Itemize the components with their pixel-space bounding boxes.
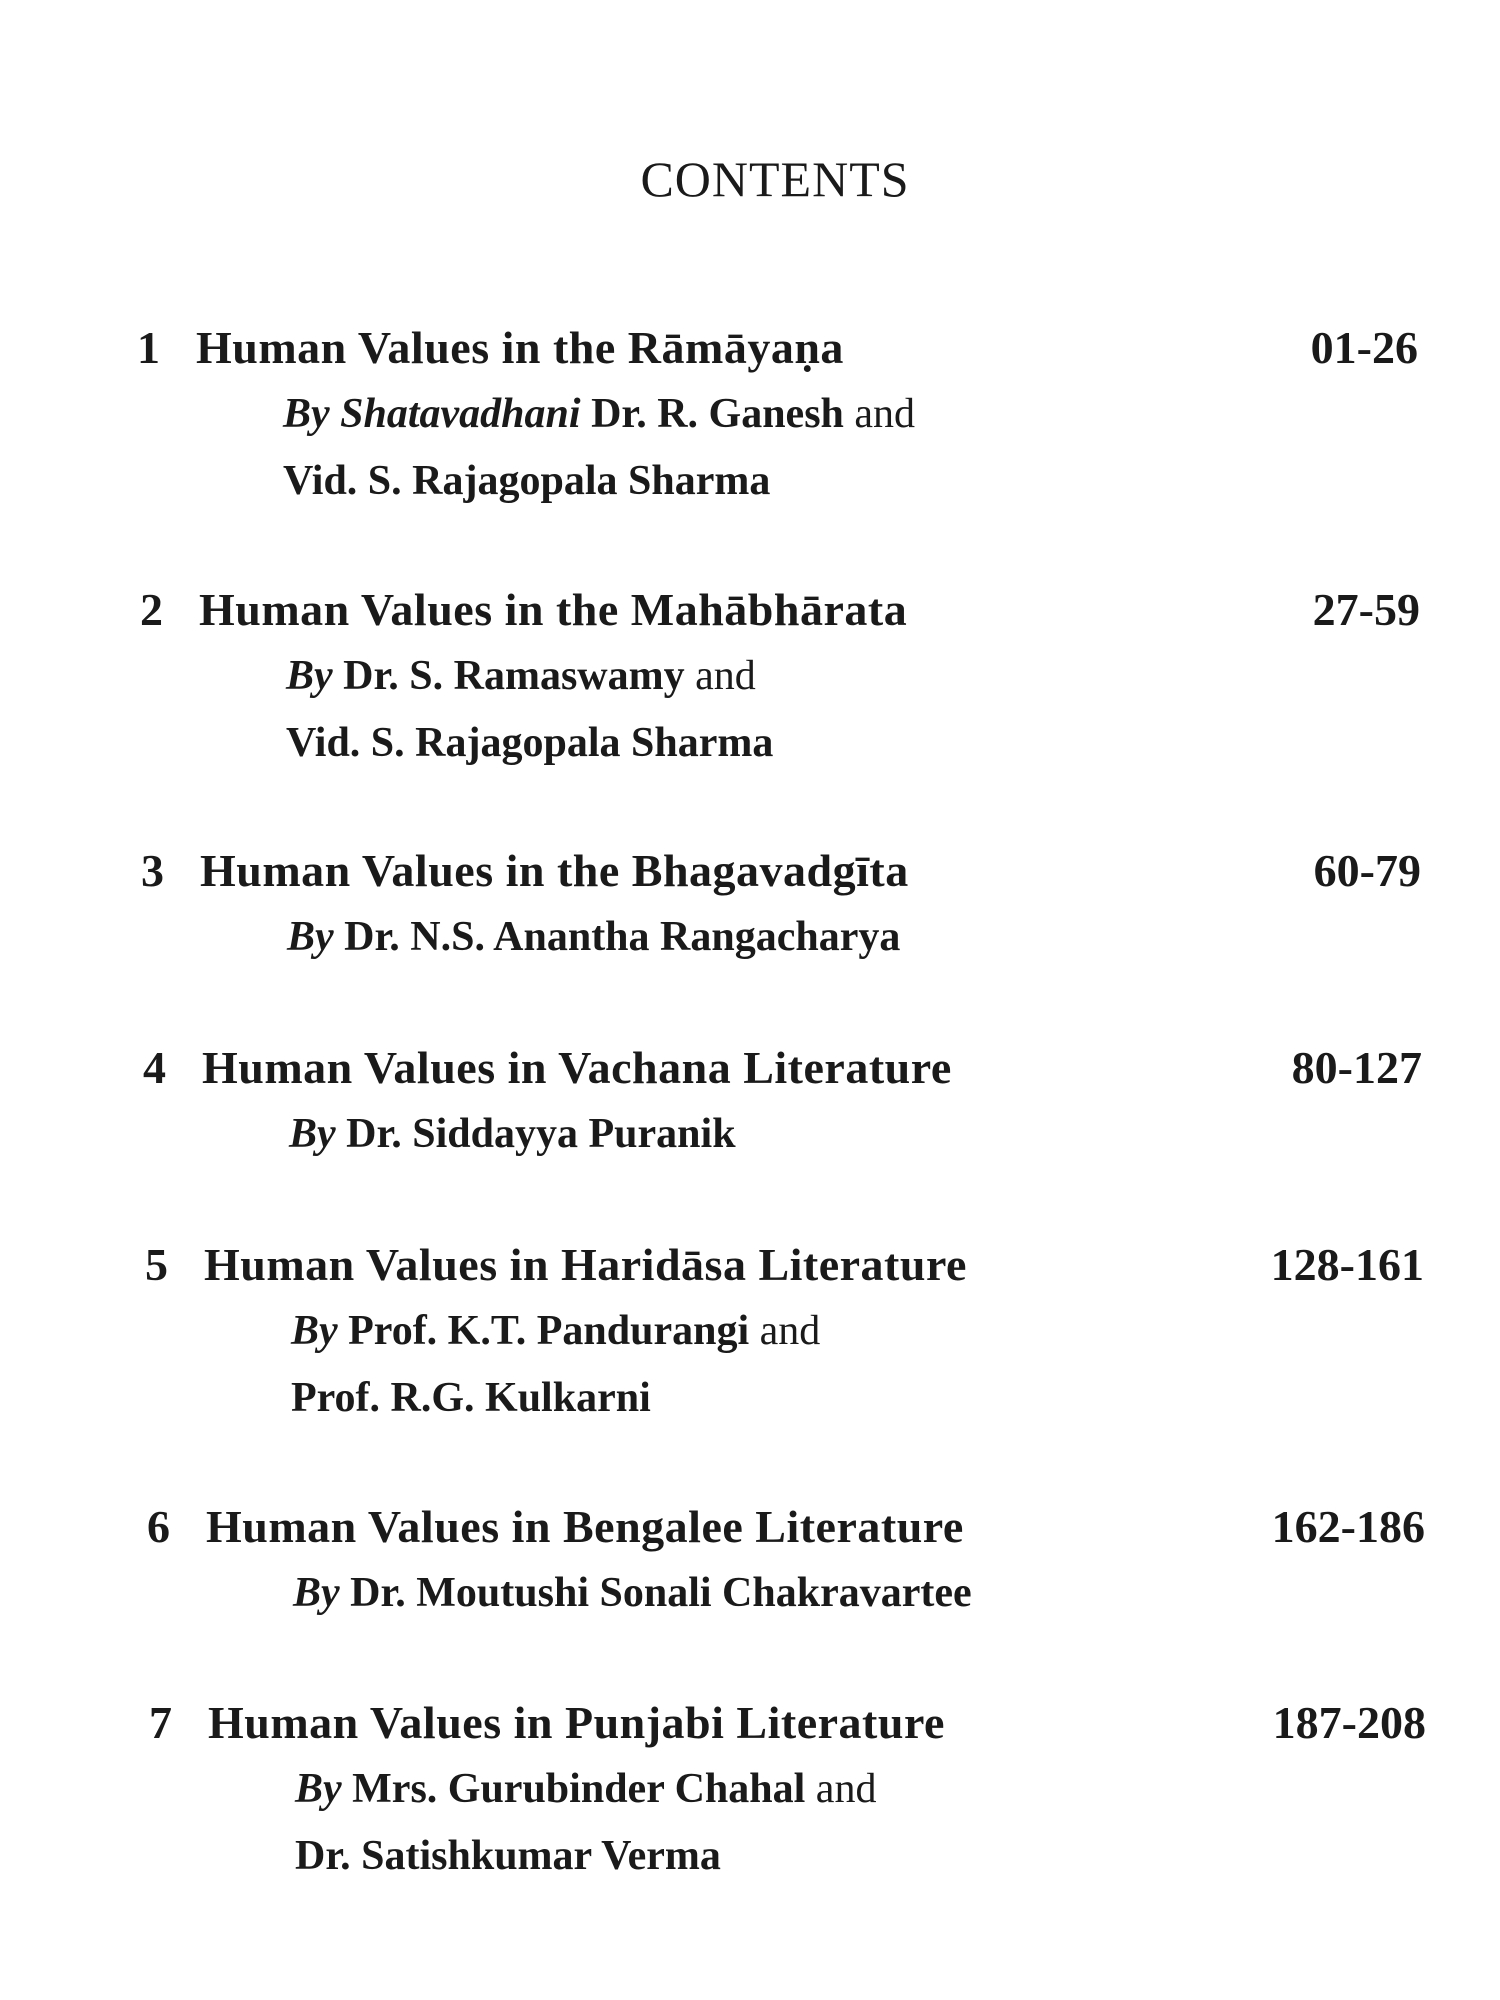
entry-author-line — [286, 722, 773, 764]
author-by: By — [287, 914, 334, 960]
entry-pages: 187-208 — [1272, 1697, 1426, 1748]
entry-pages: 60-79 — [1313, 845, 1421, 896]
author-name: Vid. S. Rajagopala Sharma — [283, 458, 771, 504]
entry-author-line — [295, 1768, 876, 1810]
entry-title: Human Values in the Bhagavadgīta — [200, 845, 909, 896]
author-conjunction: and — [695, 653, 756, 699]
entry-author-line — [293, 1572, 972, 1614]
author-name: Vid. S. Rajagopala Sharma — [286, 720, 774, 766]
entry-pages: 162-186 — [1271, 1501, 1425, 1552]
author-name: Dr. Siddayya Puranik — [346, 1111, 736, 1157]
author-by: By — [293, 1570, 340, 1616]
entry-author-line — [291, 1377, 651, 1419]
entry-number: 5 — [145, 1239, 168, 1290]
author-by: By — [289, 1111, 336, 1157]
author-name: Dr. N.S. Anantha Rangacharya — [344, 914, 901, 960]
entry-number: 6 — [147, 1501, 170, 1552]
entry-number: 4 — [143, 1042, 166, 1093]
author-by: By — [295, 1766, 342, 1812]
entry-author-line — [295, 1835, 721, 1877]
entry-number: 1 — [137, 322, 160, 373]
entry-title: Human Values in the Mahābhārata — [199, 584, 908, 635]
entry-author-line — [283, 393, 915, 435]
entry-title: Human Values in Vachana Literature — [202, 1042, 952, 1093]
author-conjunction: and — [815, 1766, 877, 1812]
entry-author-line — [283, 460, 770, 502]
author-name: Dr. R. Ganesh — [591, 391, 844, 437]
entry-title: Human Values in Punjabi Literature — [208, 1697, 945, 1748]
author-honorific: Shatavadhani — [340, 391, 581, 437]
entry-pages: 80-127 — [1291, 1042, 1422, 1093]
author-by: By — [286, 653, 333, 699]
entry-author-line — [287, 916, 900, 958]
author-name: Prof. R.G. Kulkarni — [291, 1375, 651, 1421]
entry-author-line — [289, 1113, 736, 1155]
author-name: Dr. Moutushi Sonali Chakravartee — [350, 1570, 972, 1616]
author-conjunction: and — [854, 391, 916, 437]
entry-number: 2 — [140, 584, 163, 635]
page-title: CONTENTS — [640, 151, 910, 207]
entry-title: Human Values in Haridāsa Literature — [204, 1239, 967, 1290]
author-conjunction: and — [759, 1308, 821, 1354]
author-name: Dr. S. Ramaswamy — [343, 653, 685, 699]
author-by: By — [283, 391, 330, 437]
entry-pages: 128-161 — [1270, 1239, 1424, 1290]
author-name: Prof. K.T. Pandurangi — [348, 1308, 750, 1354]
entry-title: Human Values in the Rāmāyaṇa — [196, 322, 844, 373]
entry-author-line — [286, 655, 756, 697]
entry-pages: 01-26 — [1310, 322, 1418, 373]
entry-pages: 27-59 — [1312, 584, 1420, 635]
author-name: Mrs. Gurubinder Chahal — [352, 1766, 806, 1812]
entry-author-line — [291, 1310, 820, 1352]
entry-number: 3 — [141, 845, 164, 896]
author-name: Dr. Satishkumar Verma — [295, 1833, 721, 1879]
author-by: By — [291, 1308, 338, 1354]
entry-title: Human Values in Bengalee Literature — [206, 1501, 964, 1552]
entry-number: 7 — [149, 1697, 172, 1748]
